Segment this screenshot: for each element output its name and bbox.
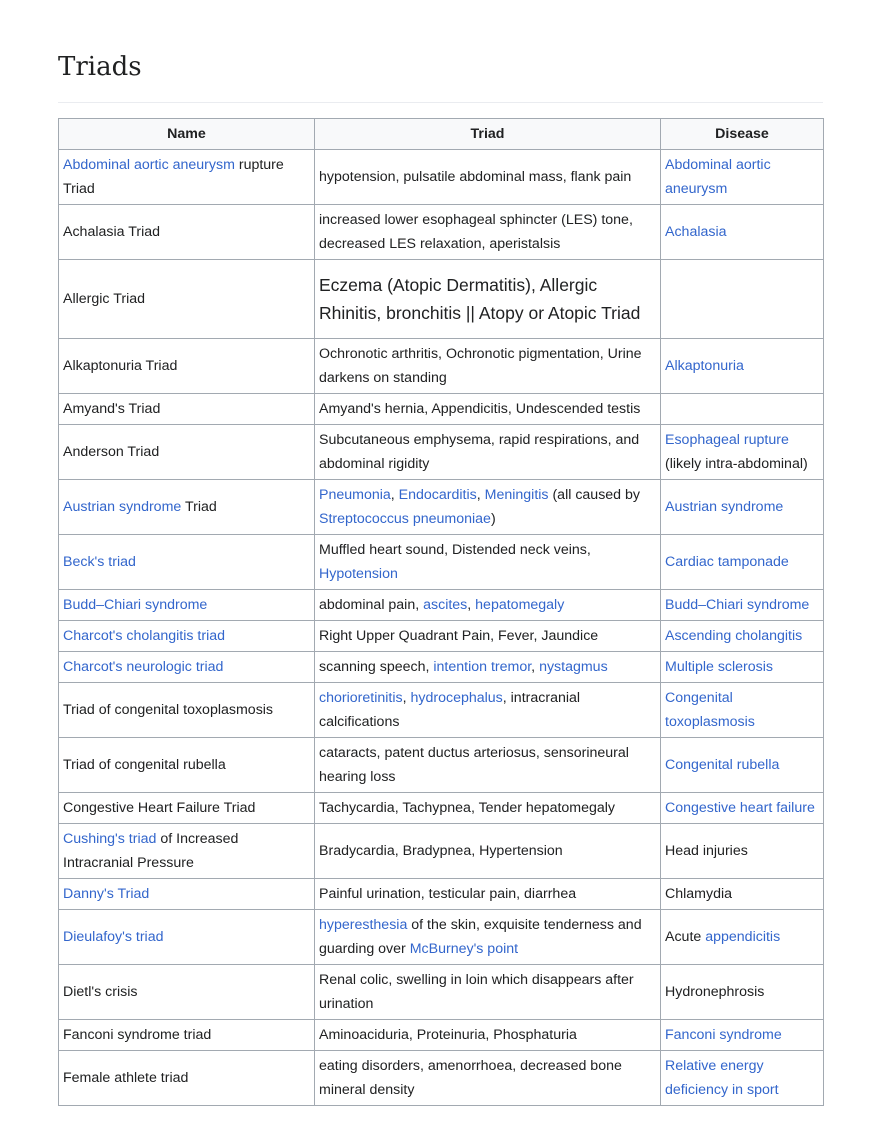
wiki-link[interactable]: Hypotension	[319, 566, 398, 582]
cell-text: Alkaptonuria Triad	[63, 358, 178, 374]
cell-text: ,	[390, 487, 399, 503]
wiki-link[interactable]: Meningitis	[484, 487, 549, 503]
disease-cell	[661, 824, 824, 879]
page-title: Triads	[58, 52, 142, 82]
name-cell	[59, 879, 315, 910]
cell-text: Acute	[665, 929, 706, 945]
cell-text: Achalasia Triad	[63, 224, 160, 240]
cell-text: Triad	[181, 499, 217, 515]
wiki-link[interactable]: Fanconi syndrome	[665, 1027, 782, 1043]
table-row	[59, 793, 824, 824]
name-cell	[59, 480, 315, 535]
disease-cell	[661, 339, 824, 394]
wiki-link[interactable]: Budd–Chiari syndrome	[63, 597, 208, 613]
wiki-link[interactable]: Achalasia	[665, 224, 727, 240]
cell-text: Dietl's crisis	[63, 984, 138, 1000]
cell-text: ,	[476, 487, 485, 503]
name-cell	[59, 590, 315, 621]
cell-text: Amyand's hernia, Appendicitis, Undescended testis	[319, 401, 641, 417]
table-row	[59, 394, 824, 425]
table-header-row	[59, 119, 824, 150]
name-cell	[59, 738, 315, 793]
cell-text: (likely intra-abdominal)	[665, 456, 808, 472]
triad-cell	[315, 339, 661, 394]
cell-text: Anderson Triad	[63, 444, 160, 460]
wiki-link[interactable]: Danny's Triad	[63, 886, 150, 902]
table-row	[59, 1051, 824, 1106]
cell-text: Female athlete triad	[63, 1070, 189, 1086]
header-triad[interactable]: Triad	[315, 119, 661, 150]
cell-text: Amyand's Triad	[63, 401, 161, 417]
triad-cell	[315, 425, 661, 480]
disease-cell	[661, 793, 824, 824]
cell-text: Triad of congenital toxoplasmosis	[63, 702, 274, 718]
wiki-link[interactable]: Streptococcus pneumoniae	[319, 511, 491, 527]
triad-cell	[315, 260, 661, 339]
name-cell	[59, 683, 315, 738]
name-cell	[59, 339, 315, 394]
wiki-link[interactable]: Cushing's triad	[63, 831, 157, 847]
disease-cell	[661, 965, 824, 1020]
disease-cell	[661, 1020, 824, 1051]
disease-cell	[661, 1051, 824, 1106]
disease-cell	[661, 910, 824, 965]
wiki-link[interactable]: Austrian syndrome	[63, 499, 182, 515]
name-cell	[59, 150, 315, 205]
cell-text: cataracts, patent ductus arteriosus, sensorineural hearing loss	[319, 745, 629, 785]
cell-text: Eczema (Atopic Dermatitis), Allergic Rhinitis, bronchitis || Atopy or Atopic Triad	[319, 275, 641, 323]
triad-cell	[315, 965, 661, 1020]
table-row	[59, 339, 824, 394]
wiki-link[interactable]: hepatomegaly	[475, 597, 565, 613]
triad-cell	[315, 910, 661, 965]
disease-cell	[661, 394, 824, 425]
table-row	[59, 260, 824, 339]
wiki-link[interactable]: Cardiac tamponade	[665, 554, 789, 570]
table-row	[59, 683, 824, 738]
wiki-link[interactable]: Pneumonia	[319, 487, 391, 503]
name-cell	[59, 621, 315, 652]
triad-cell	[315, 590, 661, 621]
triad-cell	[315, 205, 661, 260]
cell-text: ,	[402, 690, 411, 706]
disease-cell	[661, 590, 824, 621]
cell-text: of Increased Intracranial Pressure	[63, 831, 239, 871]
cell-text: Congestive Heart Failure Triad	[63, 800, 256, 816]
cell-text: hypotension, pulsatile abdominal mass, flank pain	[319, 169, 632, 185]
disease-cell	[661, 425, 824, 480]
cell-text: Chlamydia	[665, 886, 733, 902]
cell-text: Renal colic, swelling in loin which disappears after urination	[319, 972, 634, 1012]
header-disease[interactable]: Disease	[661, 119, 824, 150]
disease-cell	[661, 879, 824, 910]
name-cell	[59, 910, 315, 965]
name-cell	[59, 205, 315, 260]
table-row	[59, 590, 824, 621]
wiki-link[interactable]: Abdominal aortic aneurysm	[665, 157, 771, 197]
wiki-link[interactable]: Charcot's cholangitis triad	[63, 628, 225, 644]
cell-text: Painful urination, testicular pain, diarrhea	[319, 886, 577, 902]
cell-text: of the skin, exquisite tenderness and guarding over	[319, 917, 642, 957]
cell-text: scanning speech,	[319, 659, 434, 675]
cell-text: (all caused by	[548, 487, 640, 503]
cell-text: ,	[531, 659, 540, 675]
table-row	[59, 150, 824, 205]
disease-cell	[661, 652, 824, 683]
cell-text: Head injuries	[665, 843, 748, 859]
cell-text: rupture Triad	[63, 157, 284, 197]
table-row	[59, 425, 824, 480]
table-row	[59, 621, 824, 652]
wiki-link[interactable]: Ascending cholangitis	[665, 628, 803, 644]
triad-cell	[315, 1051, 661, 1106]
name-cell	[59, 535, 315, 590]
table-row	[59, 652, 824, 683]
disease-cell	[661, 150, 824, 205]
disease-cell	[661, 738, 824, 793]
cell-text: )	[490, 511, 496, 527]
disease-cell	[661, 205, 824, 260]
wiki-link[interactable]: ascites	[423, 597, 468, 613]
name-cell	[59, 793, 315, 824]
wiki-link[interactable]: Beck's triad	[63, 554, 136, 570]
cell-text: Aminoaciduria, Proteinuria, Phosphaturia	[319, 1027, 577, 1043]
triad-cell	[315, 683, 661, 738]
name-cell	[59, 1020, 315, 1051]
disease-cell	[661, 621, 824, 652]
wiki-link[interactable]: chorioretinitis	[319, 690, 403, 706]
cell-text: Ochronotic arthritis, Ochronotic pigmentation, Urine darkens on standing	[319, 346, 642, 386]
cell-text: ,	[467, 597, 476, 613]
name-cell	[59, 425, 315, 480]
name-cell	[59, 1051, 315, 1106]
name-cell	[59, 824, 315, 879]
cell-text: Allergic Triad	[63, 291, 146, 307]
cell-text: Hydronephrosis	[665, 984, 765, 1000]
name-cell	[59, 260, 315, 339]
header-name[interactable]: Name	[59, 119, 315, 150]
table-row	[59, 738, 824, 793]
wiki-link[interactable]: Multiple sclerosis	[665, 659, 774, 675]
wiki-link[interactable]: hydrocephalus	[410, 690, 503, 706]
triad-cell	[315, 535, 661, 590]
wiki-link[interactable]: Esophageal rupture	[665, 432, 789, 448]
wiki-link[interactable]: Congenital toxoplasmosis	[665, 690, 755, 730]
name-cell	[59, 394, 315, 425]
triad-cell	[315, 824, 661, 879]
cell-text: Bradycardia, Bradypnea, Hypertension	[319, 843, 563, 859]
name-cell	[59, 965, 315, 1020]
table-row	[59, 480, 824, 535]
cell-text: increased lower esophageal sphincter (LES) tone, decreased LES relaxation, aperistalsis	[319, 212, 633, 252]
disease-cell	[661, 480, 824, 535]
cell-text: Tachycardia, Tachypnea, Tender hepatomegaly	[319, 800, 616, 816]
cell-text: Subcutaneous emphysema, rapid respirations, and abdominal rigidity	[319, 432, 640, 472]
cell-text: , intracranial calcifications	[319, 690, 581, 730]
cell-text: abdominal pain,	[319, 597, 424, 613]
triad-cell	[315, 621, 661, 652]
wiki-link[interactable]: Congenital rubella	[665, 757, 780, 773]
table-row	[59, 205, 824, 260]
table-row	[59, 535, 824, 590]
disease-cell	[661, 683, 824, 738]
wiki-link[interactable]: Austrian syndrome	[665, 499, 784, 515]
disease-cell	[661, 260, 824, 339]
cell-text: Fanconi syndrome triad	[63, 1027, 212, 1043]
cell-text: Muffled heart sound, Distended neck veins,	[319, 542, 591, 558]
cell-text: Right Upper Quadrant Pain, Fever, Jaundice	[319, 628, 599, 644]
triad-cell	[315, 738, 661, 793]
wiki-link[interactable]: Abdominal aortic aneurysm	[63, 157, 235, 173]
table-row	[59, 879, 824, 910]
triad-cell	[315, 879, 661, 910]
triad-cell	[315, 1020, 661, 1051]
table-row	[59, 965, 824, 1020]
table-row	[59, 824, 824, 879]
wiki-link[interactable]: Budd–Chiari syndrome	[665, 597, 810, 613]
wiki-link[interactable]: intention tremor	[433, 659, 532, 675]
wiki-link[interactable]: hyperesthesia	[319, 917, 408, 933]
wiki-link[interactable]: Dieulafoy's triad	[63, 929, 164, 945]
heading-divider	[58, 102, 823, 103]
triad-cell	[315, 480, 661, 535]
wiki-link[interactable]: Charcot's neurologic triad	[63, 659, 224, 675]
table-row	[59, 1020, 824, 1051]
table-row	[59, 910, 824, 965]
wiki-link[interactable]: Endocarditis	[398, 487, 477, 503]
triad-cell	[315, 652, 661, 683]
disease-cell	[661, 535, 824, 590]
triads-table	[58, 118, 824, 1106]
triad-cell	[315, 150, 661, 205]
wiki-link[interactable]: McBurney's point	[409, 941, 519, 957]
name-cell	[59, 652, 315, 683]
cell-text: Triad of congenital rubella	[63, 757, 226, 773]
wiki-link[interactable]: appendicitis	[705, 929, 781, 945]
wiki-link[interactable]: Alkaptonuria	[665, 358, 744, 374]
wiki-link[interactable]: Congestive heart failure	[665, 800, 815, 816]
triad-cell	[315, 394, 661, 425]
wiki-link[interactable]: Relative energy deficiency in sport	[665, 1058, 779, 1098]
wiki-link[interactable]: nystagmus	[539, 659, 608, 675]
triad-cell	[315, 793, 661, 824]
cell-text: eating disorders, amenorrhoea, decreased bone mineral density	[319, 1058, 622, 1098]
